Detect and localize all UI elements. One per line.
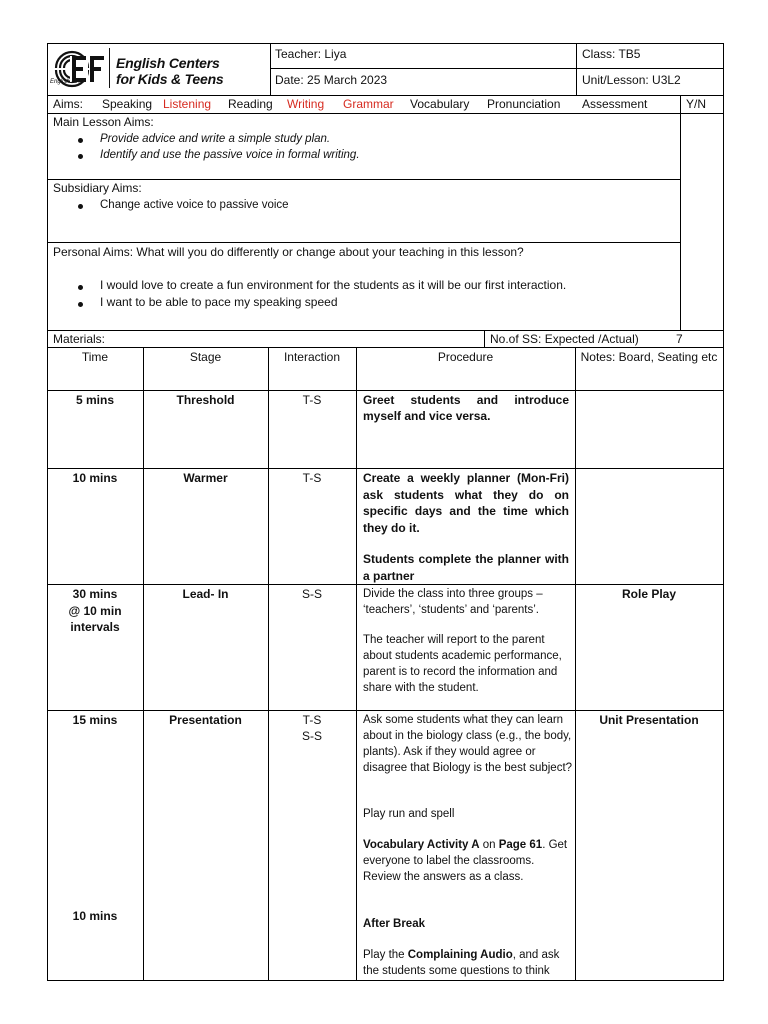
personal-aim-2: I want to be able to pace my speaking speed <box>100 295 338 309</box>
aims-label: Aims: <box>53 97 83 111</box>
col-header-interaction: Interaction <box>283 350 341 364</box>
col-header-stage: Stage <box>189 350 222 364</box>
rule <box>356 347 357 981</box>
col-header-notes: Notes: Board, Seating etc <box>580 350 718 364</box>
rule <box>47 347 724 348</box>
row-notes: Role Play <box>621 587 677 601</box>
rule <box>47 179 681 180</box>
main-aim-2: Identify and use the passive voice in formal writing. <box>100 149 360 161</box>
rule <box>47 710 724 711</box>
row-stage: Lead- In <box>182 587 229 601</box>
row-procedure-p5 <box>363 947 573 979</box>
row-interaction: T-S <box>302 471 322 485</box>
aim-pronunciation: Pronunciation <box>487 97 561 111</box>
row-procedure-p2: The teacher will report to the parent about students academic performance, parent is to record the information and share with the student. <box>363 634 562 694</box>
row-stage: Threshold <box>176 393 235 407</box>
bullet-icon <box>78 154 83 159</box>
teacher-field: Teacher: Liya <box>275 47 347 61</box>
row-interaction-line: T-S <box>302 713 322 727</box>
materials-label: Materials: <box>53 332 106 346</box>
ef-logo <box>50 46 266 92</box>
bullet-icon <box>78 138 83 143</box>
bullet-icon <box>78 285 83 290</box>
bullet-icon <box>78 302 83 307</box>
logo-tagline: English First <box>50 79 84 85</box>
rule <box>270 43 271 96</box>
ss-count-value: 7 <box>676 332 683 346</box>
aim-speaking: Speaking <box>102 97 153 111</box>
logo-line-1: English Centers <box>116 55 220 71</box>
row-time: 15 mins <box>72 713 118 727</box>
row-procedure-p1: Divide the class into three groups – ‘teachers’, ‘students’ and ‘parents’. <box>363 588 543 616</box>
aim-listening: Listening <box>163 97 212 111</box>
row-time <box>47 586 143 636</box>
rule <box>575 347 576 981</box>
ss-count-label: No.of SS: Expected /Actual) <box>490 332 639 346</box>
rule <box>484 330 485 348</box>
date-field: Date: 25 March 2023 <box>275 73 388 87</box>
rule <box>576 43 577 96</box>
rule <box>723 43 724 981</box>
row-procedure-p4: After Break <box>363 918 425 930</box>
rule <box>270 68 724 69</box>
aim-assessment: Assessment <box>582 97 648 111</box>
main-aims-title: Main Lesson Aims: <box>53 115 154 129</box>
procedure-text: . Get everyone to label the classrooms. Review the answers as a class. <box>363 839 568 883</box>
audio-name: Complaining Audio <box>407 949 513 961</box>
procedure-text: Play the <box>363 949 408 961</box>
row-time: 5 mins <box>75 393 114 407</box>
logo-line-2: for Kids & Teens <box>116 71 224 87</box>
personal-aims-question: What will you do differently or change about your teaching in this lesson? <box>133 245 524 259</box>
row-interaction <box>268 712 356 744</box>
row-time-second: 10 mins <box>72 909 118 923</box>
rule <box>143 347 144 981</box>
rule <box>47 468 724 469</box>
row-procedure-p2: Students complete the planner with a partner <box>363 552 569 583</box>
bullet-icon <box>78 204 83 209</box>
row-interaction: S-S <box>301 587 322 601</box>
rule <box>47 390 724 391</box>
procedure-text: on <box>479 839 499 851</box>
col-header-procedure: Procedure <box>437 350 494 364</box>
activity-name: Vocabulary Activity A <box>363 839 480 851</box>
row-stage: Presentation <box>169 713 242 727</box>
unit-field: Unit/Lesson: U3L2 <box>582 73 681 87</box>
aim-grammar: Grammar <box>343 97 394 111</box>
aim-reading: Reading <box>228 97 273 111</box>
rule <box>47 584 724 585</box>
subsidiary-aim-1: Change active voice to passive voice <box>100 199 289 211</box>
row-procedure-p1: Create a weekly planner (Mon-Fri) ask students what they do on specific days and the time which they do it. <box>363 471 569 535</box>
row-procedure-p3 <box>363 837 573 885</box>
procedure-text: , and ask the students some questions to think <box>363 949 560 977</box>
rule <box>268 347 269 981</box>
col-header-time: Time <box>81 350 109 364</box>
row-stage: Warmer <box>183 471 228 485</box>
class-field: Class: TB5 <box>582 47 641 61</box>
row-notes: Unit Presentation <box>599 713 699 727</box>
logo-divider <box>109 48 110 88</box>
row-procedure-p2: Play run and spell <box>363 808 455 820</box>
personal-aims-label: Personal Aims: <box>53 245 134 259</box>
row-procedure-p1: Ask some students what they can learn about in the biology class (e.g., the body, plants). Ask if they would agree or disagree that Biology is the best subject? <box>363 714 573 774</box>
main-aim-1: Provide advice and write a simple study plan. <box>100 133 331 145</box>
row-time-line: intervals <box>70 620 120 634</box>
page-ref: Page 61 <box>498 839 543 851</box>
rule <box>680 95 681 331</box>
aim-vocabulary: Vocabulary <box>410 97 470 111</box>
row-interaction-line: S-S <box>301 729 322 743</box>
row-interaction: T-S <box>302 393 322 407</box>
personal-aims-line <box>53 244 524 260</box>
rule <box>47 43 48 981</box>
row-time-line: 30 mins <box>72 587 118 601</box>
rule <box>47 242 681 243</box>
personal-aim-1: I would love to create a fun environment for the students as it will be our first interaction. <box>100 278 567 292</box>
rule <box>47 43 724 44</box>
aim-writing: Writing <box>287 97 325 111</box>
yn-label: Y/N <box>686 97 707 111</box>
subsidiary-title: Subsidiary Aims: <box>53 181 142 195</box>
row-time: 10 mins <box>72 471 118 485</box>
row-procedure: Greet students and introduce myself and vice versa. <box>363 393 569 423</box>
row-time-line: @ 10 min <box>68 603 122 618</box>
rule <box>47 980 724 981</box>
